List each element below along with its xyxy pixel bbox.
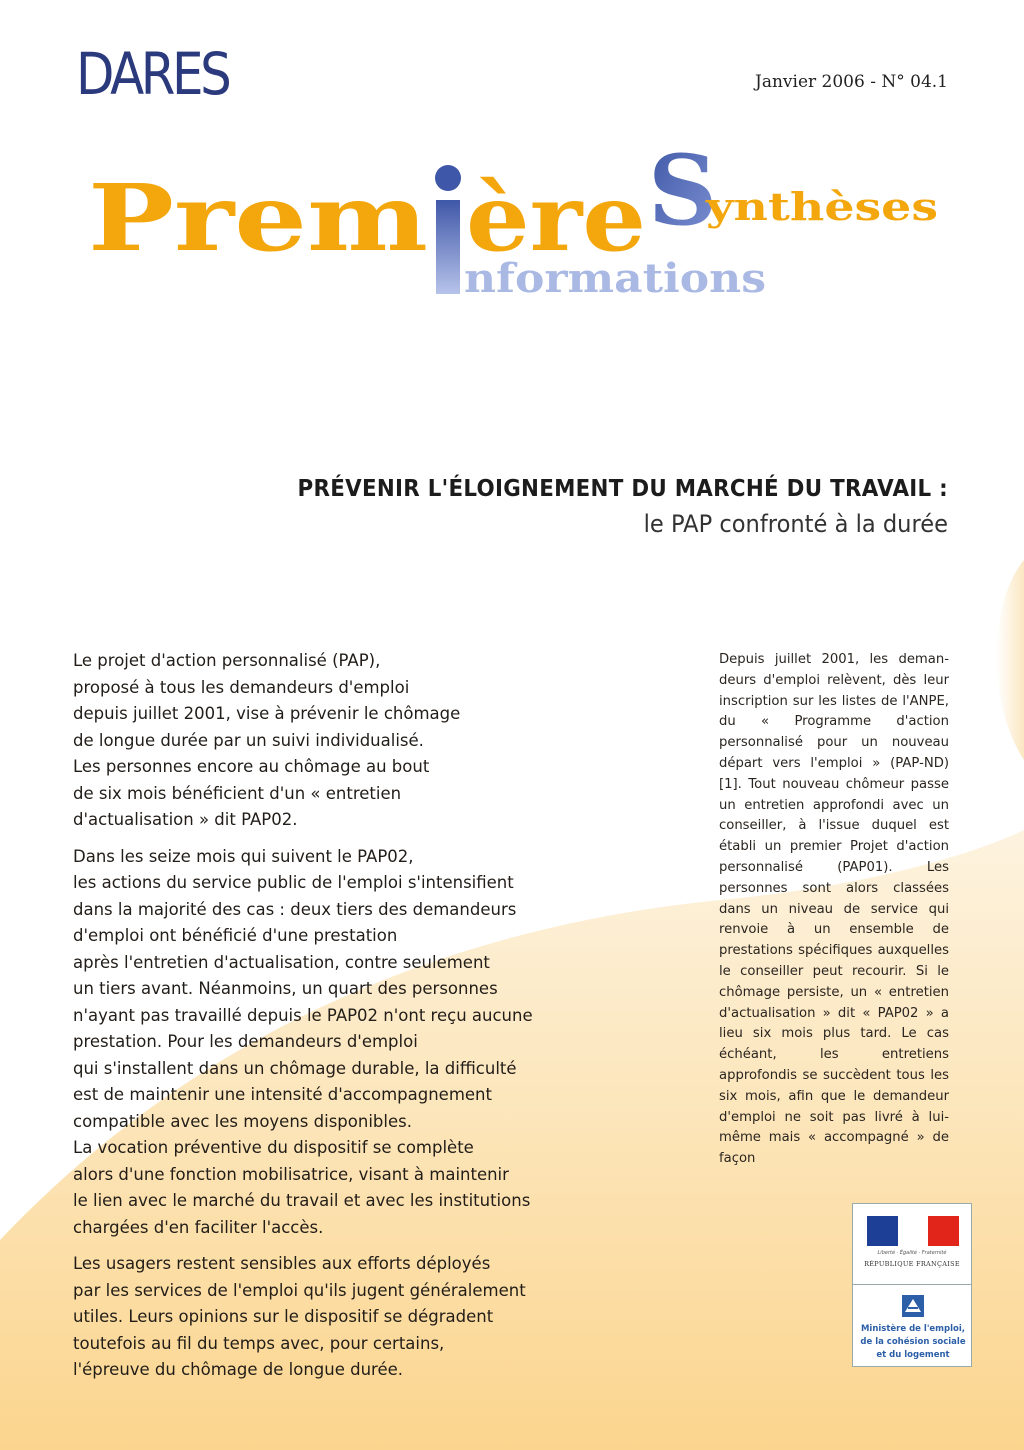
republic-block: [853, 1204, 971, 1285]
ministry-emblem: [852, 1203, 972, 1367]
summary-column: [73, 648, 563, 1394]
logo-syntheses: ynthèses: [704, 184, 938, 229]
logo-s: S: [648, 140, 718, 247]
summary-paragraph: Les usagers restent sensibles aux efforts déployés par les services de l'emploi qu'ils jugent généralement utiles. Leurs opinions sur le dispositif se dégradent toutefois au fil du temps avec, pour certains, l'épreuve du chômage de longue durée.: [73, 1254, 526, 1379]
french-flag-icon: [867, 1216, 959, 1246]
article-heading: [188, 476, 948, 538]
republic-motto: Liberté · Égalité · Fraternité: [877, 1250, 947, 1256]
ministry-block: [853, 1285, 971, 1367]
logo-premiere: Prem: [88, 164, 428, 272]
logo-i-stem: [436, 200, 460, 294]
summary-paragraph: Le projet d'action personnalisé (PAP), proposé à tous les demandeurs d'emploi depuis juillet 2001, vise à prévenir le chômage de longue durée par un suivi individualisé. Les personnes encore au chômage au bout de six mois bénéficient d'un « entretien d'actualisation » dit PAP02.: [73, 651, 461, 829]
ministry-logo-icon: [902, 1295, 924, 1317]
sidebar-column: Depuis juillet 2001, les demandeurs d'emploi relèvent, dès leur inscription sur les listes de l'ANPE, du « Programme d'action personnalisé pour un nouveau départ vers l'emploi » (PAP-ND) [1]. Tout nouveau chômeur passe un entretien approfondi avec un conseiller, à l'issue duquel est établi un premier Projet d'action personnalisé (PAP01). Les personnes sont alors classées dans un niveau de service qui renvoie à un ensemble de prestations spécifiques auxquelles le conseiller peut recourir. Si le chômage persiste, un « entretien d'actualisation » dit « PAP02 » a lieu six mois plus tard. Le cas échéant, les entretiens approfondis se succèdent tous les six mois, afin que le demandeur d'emploi ne soit pas livré à lui-même mais « accompagné » de façon: [719, 652, 949, 1167]
summary-paragraph: Dans les seize mois qui suivent le PAP02, les actions du service public de l'emploi s'intensifient dans la majorité des cas : deux tiers des demandeurs d'emploi ont bénéficié d'une prestation après l'entretien d'actualisation, contre seulement un tiers avant. Néanmoins, un quart des personnes n'ayant pas travaillé depuis le PAP02 n'ont reçu aucune prestation. Pour les demandeurs d'emploi qui s'installent dans un chômage durable, la difficulté est de maintenir une intensité d'accompagnement compatible avec les moyens disponibles. La vocation préventive du dispositif se complète alors d'une fonction mobilisatrice, visant à maintenir le lien avec le marché du travail et avec les institutions chargées d'en faciliter l'accès.: [73, 846, 533, 1237]
premiere-syntheses-logo: [88, 140, 948, 310]
article-subtitle: le PAP confronté à la durée: [643, 510, 948, 538]
svg-text:ère: ère: [466, 164, 646, 272]
republic-name: RÉPUBLIQUE FRANÇAISE: [864, 1260, 960, 1268]
publisher-logo: DARES: [76, 40, 229, 108]
ministry-name-line: Ministère de l'emploi,: [860, 1324, 966, 1334]
ministry-name: [857, 1323, 969, 1362]
article-title: PRÉVENIR L'ÉLOIGNEMENT DU MARCHÉ DU TRAVAIL :: [297, 476, 948, 502]
ministry-name-line: et du logement: [876, 1350, 950, 1360]
issue-number: Janvier 2006 - N° 04.1: [755, 72, 948, 92]
logo-i-dot: [435, 165, 461, 191]
ministry-name-line: de la cohésion sociale: [860, 1337, 966, 1347]
logo-informations: nformations: [464, 255, 766, 302]
